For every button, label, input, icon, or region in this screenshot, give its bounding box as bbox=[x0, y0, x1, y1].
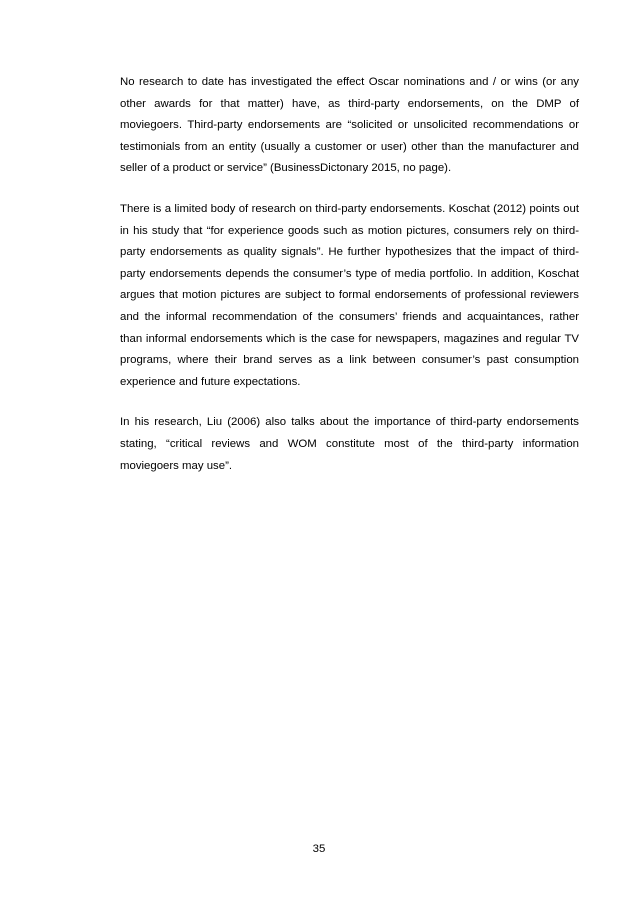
paragraph-1: No research to date has investigated the effect Oscar nominations and / or wins (or any other awards for that matter) have, as third-party endorsements, on the DMP of moviegoers. Third-party endorsements are “solicited or unsolicited recommendations or testimonials from an entity (usually a customer or user) other than the manufacturer and seller of a product or service” (BusinessDictonary 2015, no page). bbox=[120, 76, 579, 175]
page-number: 35 bbox=[312, 843, 326, 855]
body-text bbox=[120, 72, 579, 496]
paragraph-2: There is a limited body of research on third-party endorsements. Koschat (2012) points out in his study that “for experience goods such as motion pictures, consumers rely on third-party endorsements as quality signals”. He further hypothesizes that the impact of third-party endorsements depends the consumer’s type of media portfolio. In addition, Koschat argues that motion pictures are subject to formal endorsements of professional reviewers and the informal recommendation of the consumers’ friends and acquaintances, rather than informal endorsements which is the case for newspapers, magazines and regular TV programs, where their brand serves as a link between consumer’s past consumption experience and future expectations. bbox=[120, 202, 579, 388]
paragraph-3: In his research, Liu (2006) also talks about the importance of third-party endorsements stating, “critical reviews and WOM constitute most of the third-party information moviegoers may use”. bbox=[120, 416, 579, 472]
